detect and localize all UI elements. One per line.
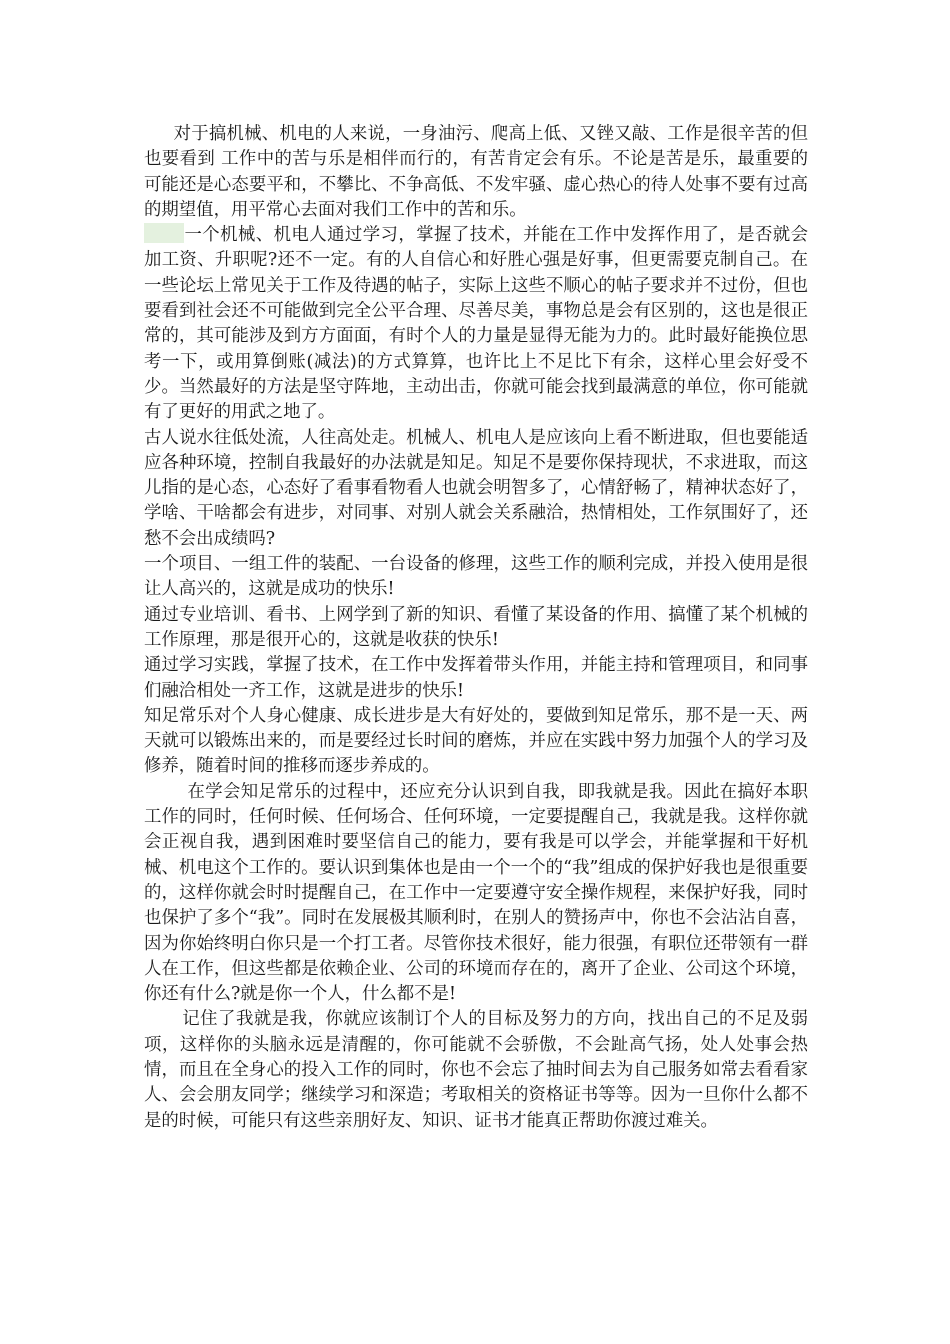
paragraph-8: 在学会知足常乐的过程中，还应充分认识到自我，即我就是我。因此在搞好本职工作的同时，任何时候、任何场合、任何环境，一定要提醒自己，我就是我。这样你就会正视自我，遇到困难时要坚信自己的能力，要有我是可以学会，并能掌握和干好机械、机电这个工作的。要认识到集体也是由一个一个的“我”组成的保护好我也是很重要的，这样你就会时时提醒自己，在工作中一定要遵守安全操作规程，来保护好我，同时也保护了多个“我”。同时在发展极其顺利时，在别人的赞扬声中，你也不会沾沾自喜，因为你始终明白你只是一个打工者。尽管你技术很好，能力很强，有职位还带领有一群人在工作，但这些都是依赖企业、公司的环境而存在的，离开了企业、公司这个环境，你还有什么?就是你一个人，什么都不是! — [144, 781, 808, 1005]
paragraph-6: 通过学习实践，掌握了技术，在工作中发挥着带头作用，并能主持和管理项目，和同事们融洽相处一齐工作，这就是进步的快乐! — [144, 655, 808, 701]
paragraph-9: 记住了我就是我，你就应该制订个人的目标及努力的方向，找出自己的不足及弱项，这样你的头脑永远是清醒的，你可能就不会骄傲，不会趾高气扬，处人处事会热情，而且在全身心的投入工作的同时，你也不会忘了抽时间去为自己服务如常去看看家人、会会朋友同学；继续学习和深造；考取相关的资格证书等等。因为一旦你什么都不是的时候，可能只有这些亲朋好友、知识、证书才能真正帮助你渡过难关。 — [144, 1009, 808, 1131]
paragraph-1: 对于搞机械、机电的人来说，一身油污、爬高上低、又锉又敲、工作是很辛苦的但也要看到 工作中的苦与乐是相伴而行的，有苦肯定会有乐。不论是苦是乐，最重要的可能还是心态要平和，不攀比、不争高低、不发牢骚、虚心热心的待人处事不要有过高的期望值，用平常心去面对我们工作中的苦和乐。 — [144, 124, 808, 220]
paragraph-3: 古人说水往低处流，人往高处走。机械人、机电人是应该向上看不断进取，但也要能适应各种环境，控制自我最好的办法就是知足。知足不是要你保持现状，不求进取，而这儿指的是心态，心态好了看事看物看人也就会明智多了，心情舒畅了，精神状态好了，学啥、干啥都会有进步，对同事、对别人就会关系融洽，热情相处，工作氛围好了，还愁不会出成绩吗? — [144, 427, 808, 549]
paragraph-2-text: 一个机械、机电人通过学习，掌握了技术，并能在工作中发挥作用了，是否就会加工资、升职呢?还不一定。有的人自信心和好胜心强是好事，但更需要克制自己。在一些论坛上常见关于工作及待遇的帖子，实际上这些不顺心的帖子要求并不过份，但也要看到社会还不可能做到完全公平合理、尽善尽美，事物总是会有区别的，这也是很正常的，其可能涉及到方方面面，有时个人的力量是显得无能为力的。此时最好能换位思考一下，或用算倒账(减法)的方式算算，也许比上不足比下有余，这样心里会好受不少。当然最好的方法是坚守阵地，主动出击，你就可能会找到最满意的单位，你可能就有了更好的用武之地了。 — [144, 225, 808, 423]
paragraph-2 — [144, 223, 808, 425]
paragraph-4: 一个项目、一组工件的装配、一台设备的修理，这些工作的顺利完成，并投入使用是很让人高兴的，这就是成功的快乐! — [144, 554, 808, 600]
document-body — [144, 122, 808, 1134]
paragraph-5: 通过专业培训、看书、上网学到了新的知识、看懂了某设备的作用、搞懂了某个机械的工作原理，那是很开心的，这就是收获的快乐! — [144, 604, 808, 650]
paragraph-7: 知足常乐对个人身心健康、成长进步是大有好处的，要做到知足常乐，那不是一天、两天就可以锻炼出来的，而是要经过长时间的磨炼，并应在实践中努力加强个人的学习及修养，随着时间的推移而逐步养成的。 — [144, 705, 808, 777]
highlight-mark — [144, 223, 184, 243]
